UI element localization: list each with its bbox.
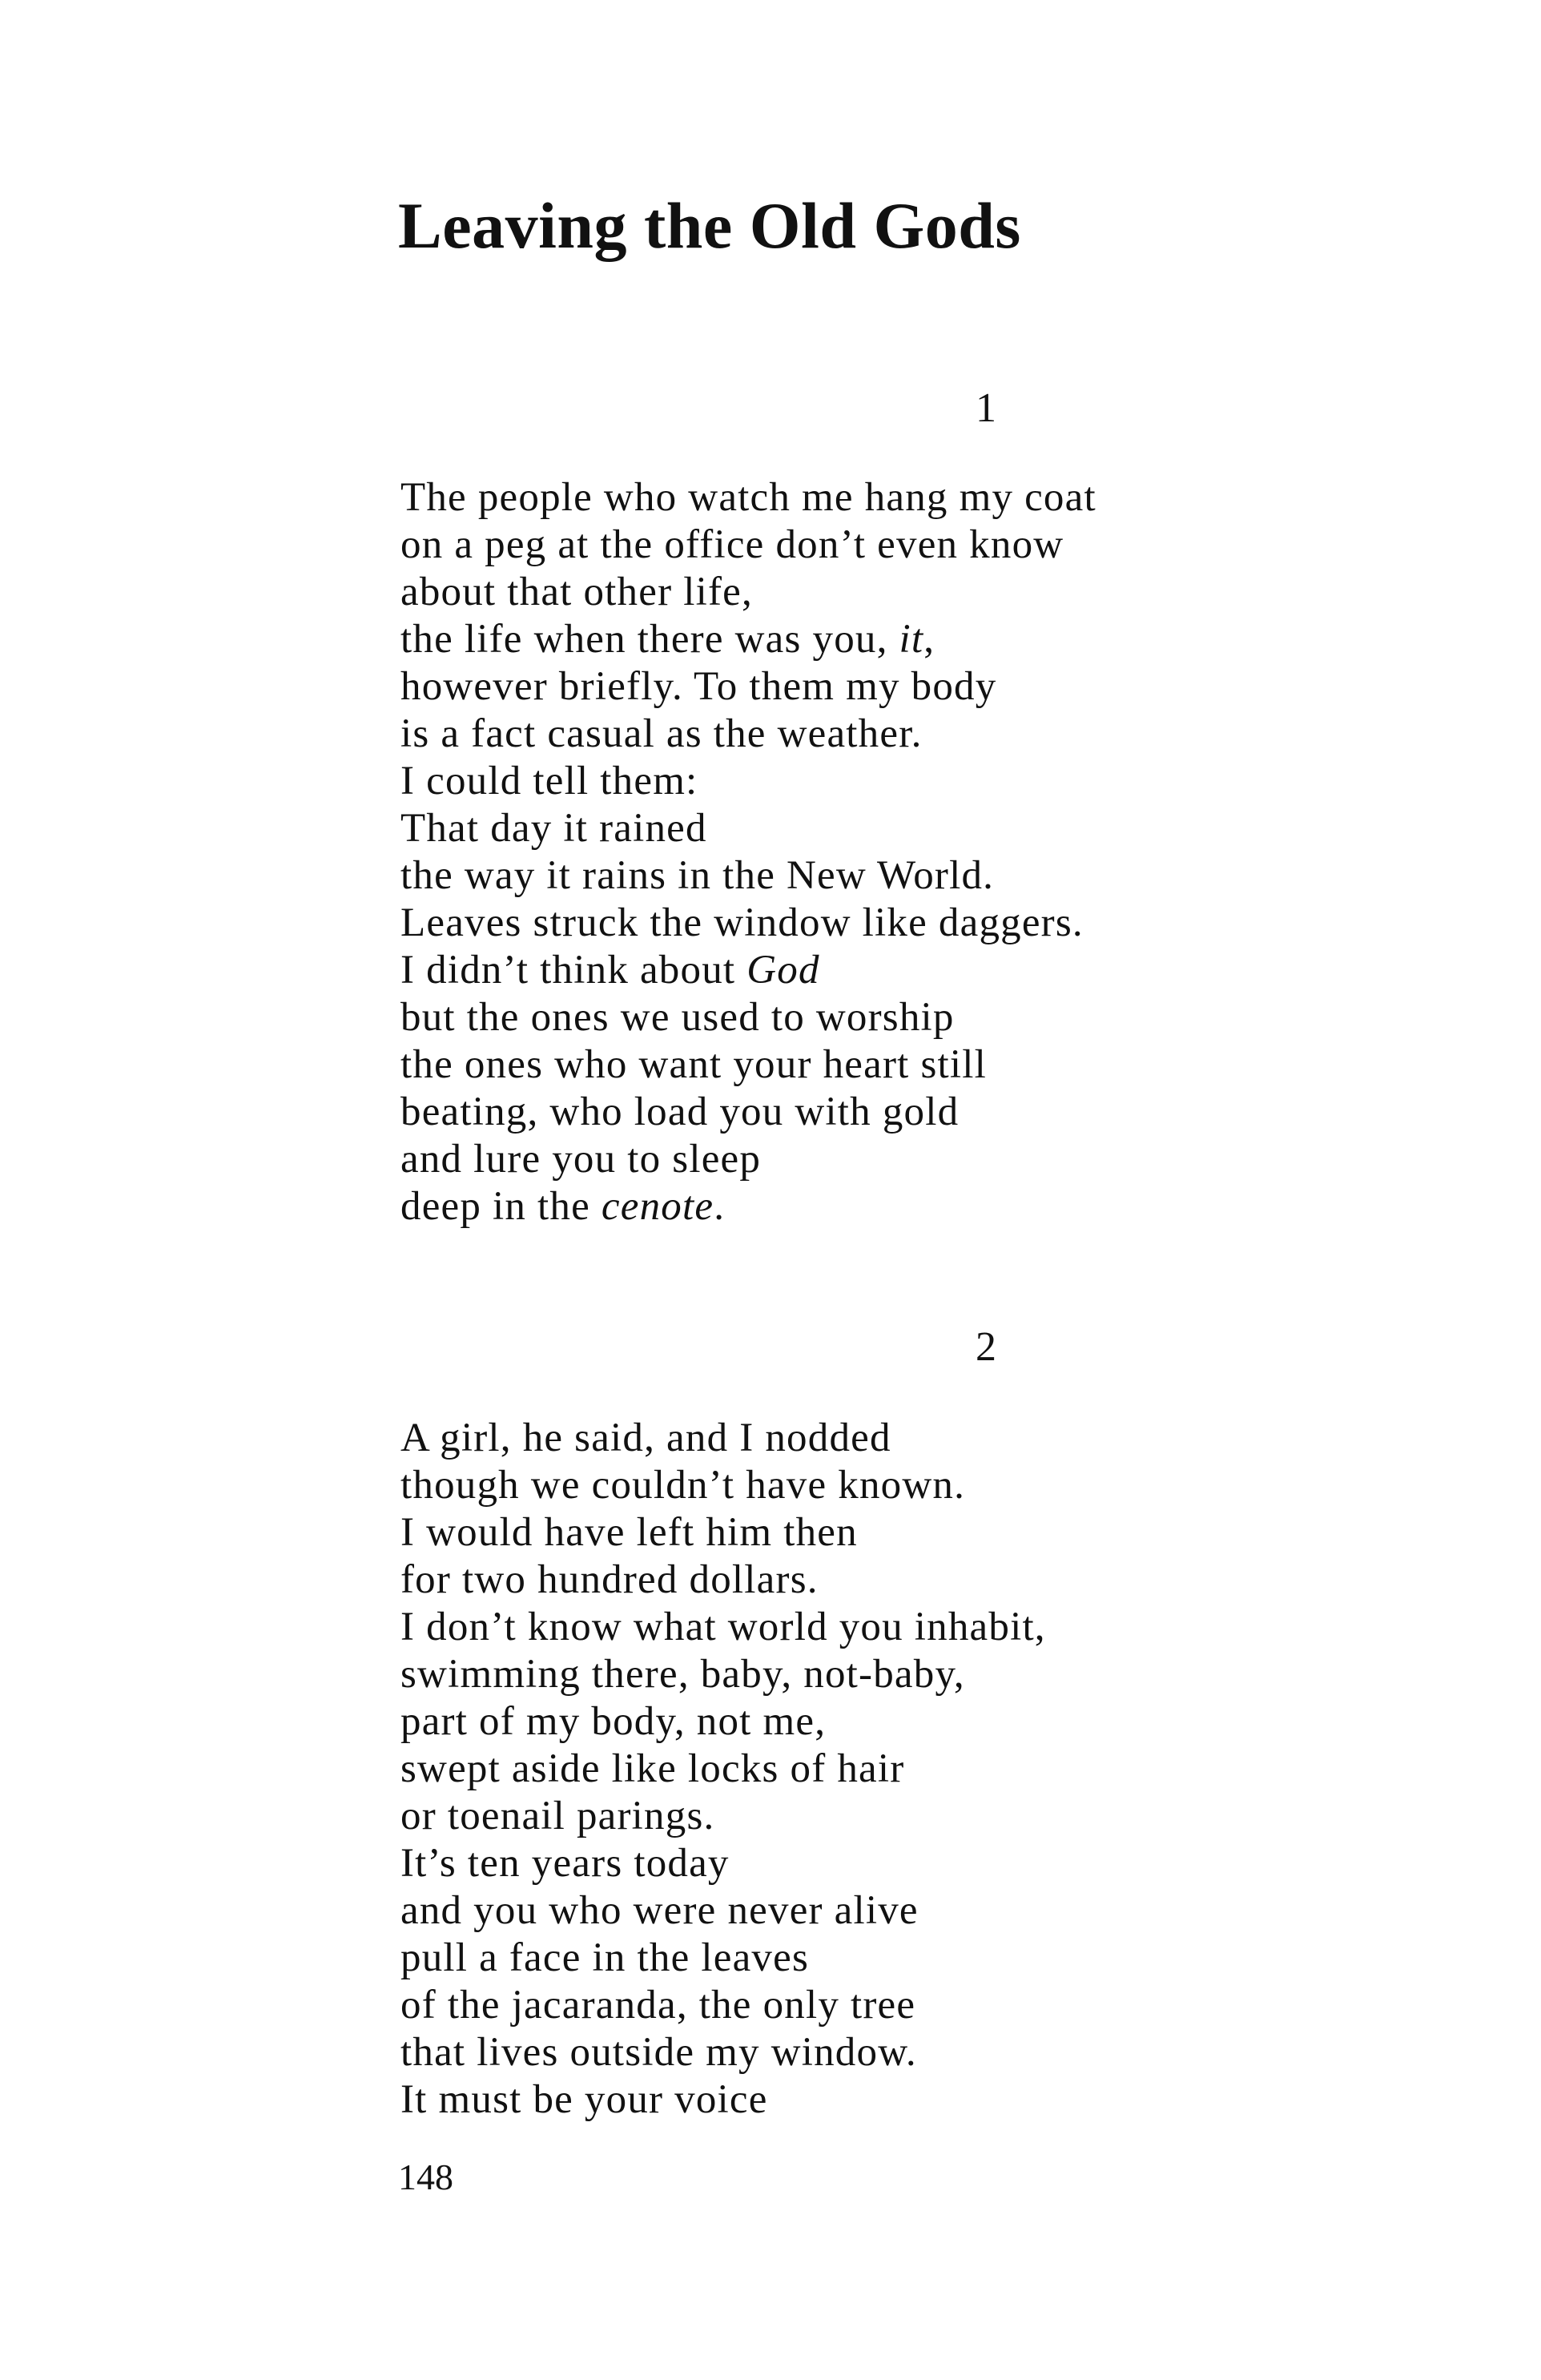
section-number-2: 2	[976, 1324, 996, 1370]
poem-line: for two hundred dollars.	[400, 1557, 819, 1602]
poem-line: and lure you to sleep	[400, 1137, 762, 1182]
poem-line: the life when there was you, it,	[400, 617, 935, 662]
poem-line: I would have left him then	[400, 1510, 858, 1555]
poem-line: I could tell them:	[400, 759, 698, 803]
poem-line: The people who watch me hang my coat	[400, 475, 1096, 520]
page-number: 148	[398, 2156, 453, 2197]
poem-line: That day it rained	[400, 806, 707, 851]
poem-line: however briefly. To them my body	[400, 664, 997, 709]
poem-line: I don’t know what world you inhabit,	[400, 1605, 1046, 1649]
poem-line: It’s ten years today	[400, 1841, 730, 1886]
stanza-2	[400, 1415, 1046, 2124]
poem-line: A girl, he said, and I nodded	[400, 1416, 891, 1460]
italic-word: it	[899, 617, 924, 662]
poem-line: swept aside like locks of hair	[400, 1746, 905, 1791]
poem-line: the way it rains in the New World.	[400, 853, 995, 898]
poem-line: the ones who want your heart still	[400, 1042, 987, 1087]
italic-word: cenote	[601, 1184, 714, 1229]
poem-line: or toenail parings.	[400, 1794, 715, 1838]
poem-line: on a peg at the office don’t even know	[400, 522, 1064, 567]
poem-line: and you who were never alive	[400, 1888, 919, 1933]
stanza-1	[400, 474, 1096, 1230]
poem-line: beating, who load you with gold	[400, 1089, 960, 1134]
italic-word: God	[746, 948, 820, 993]
poem-line: of the jacaranda, the only tree	[400, 1983, 916, 2028]
poem-line: though we couldn’t have known.	[400, 1463, 966, 1508]
poem-line: pull a face in the leaves	[400, 1935, 810, 1980]
poem-line: I didn’t think about God	[400, 948, 820, 993]
poem-line: is a fact casual as the weather.	[400, 711, 923, 756]
poem-line: but the ones we used to worship	[400, 995, 955, 1040]
poem-title: Leaving the Old Gods	[398, 189, 1021, 262]
poem-line: deep in the cenote.	[400, 1184, 726, 1229]
poem-line: about that other life,	[400, 570, 753, 614]
poem-line: swimming there, baby, not-baby,	[400, 1652, 965, 1697]
poem-line: It must be your voice	[400, 2077, 768, 2122]
section-number-1: 1	[976, 385, 996, 431]
poem-line: that lives outside my window.	[400, 2030, 917, 2075]
poem-line: part of my body, not me,	[400, 1699, 827, 1744]
poem-line: Leaves struck the window like daggers.	[400, 900, 1084, 945]
